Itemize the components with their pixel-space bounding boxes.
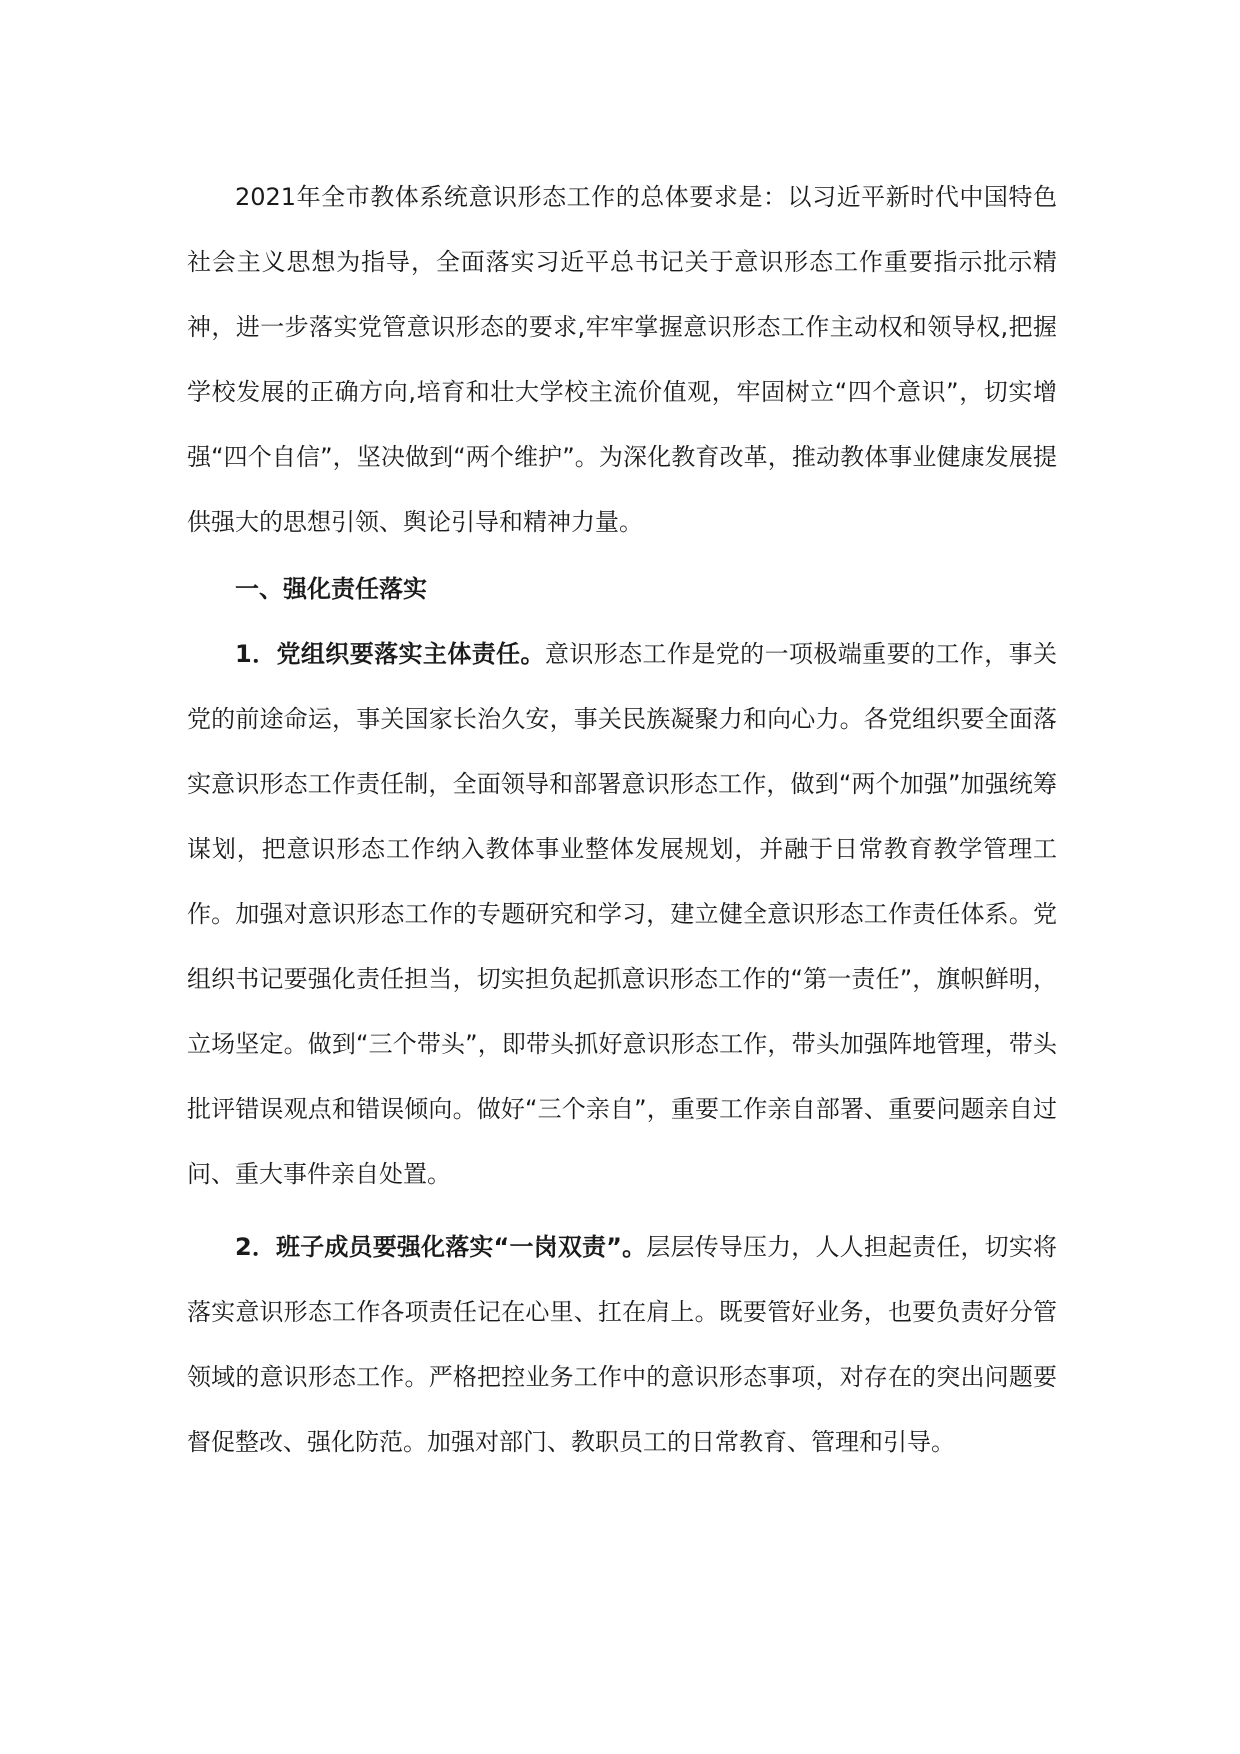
intro-paragraph: 2021年全市教体系统意识形态工作的总体要求是：以习近平新时代中国特色社会主义思想为指导，全面落实习近平总书记关于意识形态工作重要指示批示精神，进一步落实党管意识形态的要求,牢牢掌握意识形态工作主动权和领导权,把握学校发展的正确方向,培育和壮大学校主流价值观，牢固树立“四个意识”，切实增强“四个自信”，坚决做到“两个维护”。为深化教育改革，推动教体事业健康发展提供强大的思想引领、舆论引导和精神力量。 — [187, 183, 1057, 536]
item-paragraph-2 — [187, 1215, 1057, 1475]
item-body-1: 意识形态工作是党的一项极端重要的工作，事关党的前途命运，事关国家长治久安，事关民族凝聚力和向心力。各党组织要全面落实意识形态工作责任制，全面领导和部署意识形态工作，做到“两个加强”加强统筹谋划，把意识形态工作纳入教体事业整体发展规划，并融于日常教育教学管理工作。加强对意识形态工作的专题研究和学习，建立健全意识形态工作责任体系。党组织书记要强化责任担当，切实担负起抓意识形态工作的“第一责任”，旗帜鲜明，立场坚定。做到“三个带头”，即带头抓好意识形态工作，带头加强阵地管理，带头批评错误观点和错误倾向。做好“三个亲自”，重要工作亲自部署、重要问题亲自过问、重大事件亲自处置。 — [187, 640, 1057, 1188]
item-body-2: 层层传导压力，人人担起责任，切实将落实意识形态工作各项责任记在心里、扛在肩上。既要管好业务，也要负责好分管领域的意识形态工作。严格把控业务工作中的意识形态事项，对存在的突出问题要督促整改、强化防范。加强对部门、教职员工的日常教育、管理和引导。 — [187, 1233, 1058, 1456]
item-lead-2: 2．班子成员要强化落实“一岗双责”。 — [235, 1233, 647, 1261]
item-paragraph-1 — [187, 622, 1057, 1207]
section-heading: 一、强化责任落实 — [235, 575, 427, 603]
item-lead-1: 1．党组织要落实主体责任。 — [235, 640, 545, 668]
document-page — [187, 165, 1057, 1475]
